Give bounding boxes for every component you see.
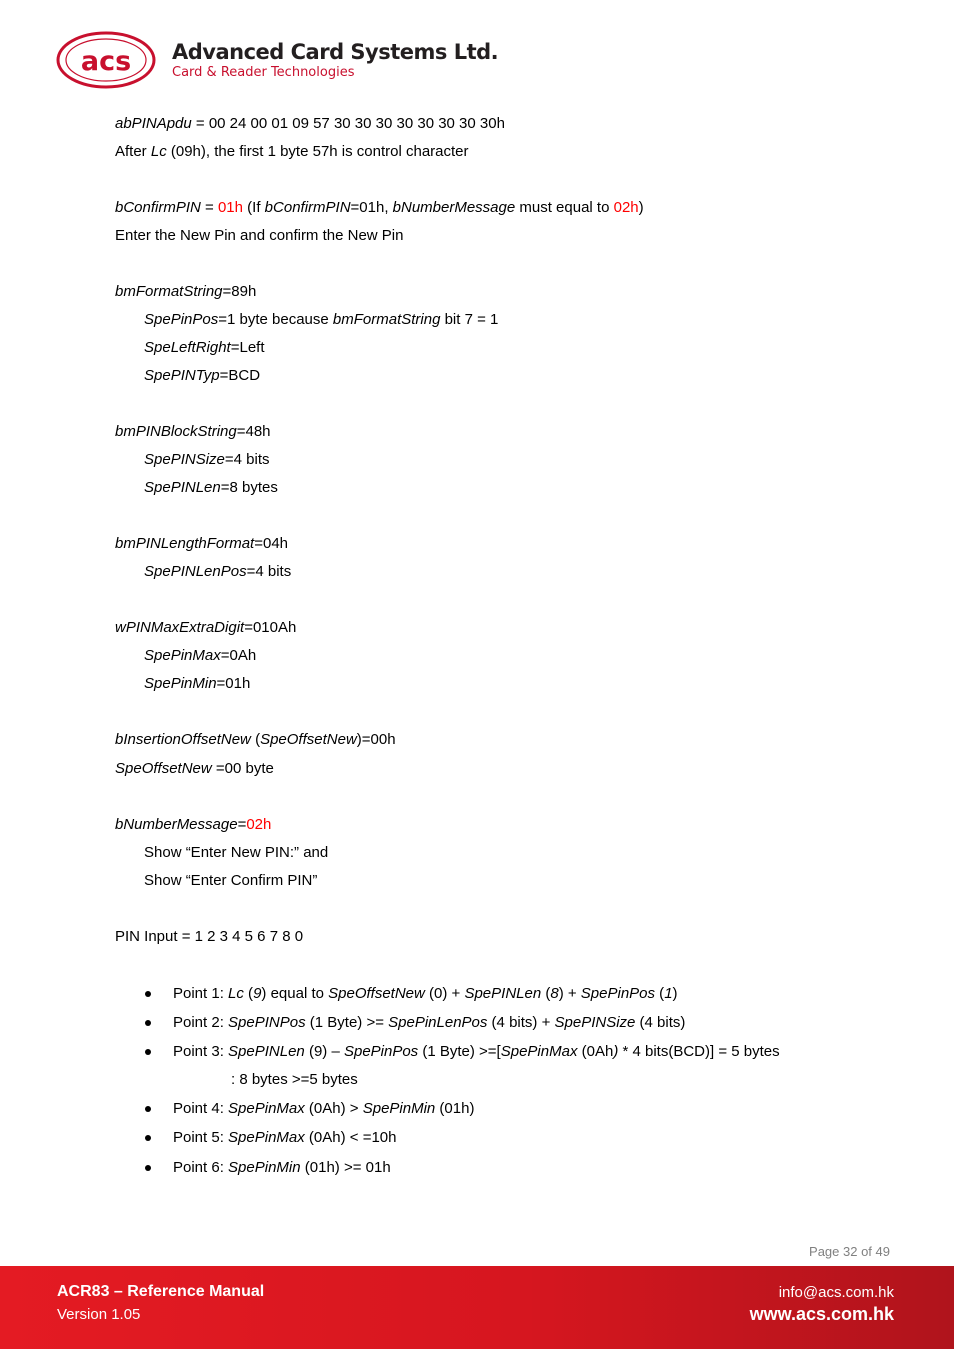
point-1: Point 1: Lc (9) equal to SpeOffsetNew (0) + SpePINLen (8) + SpePinPos (1): [173, 985, 678, 1002]
bullet-icon: [145, 1106, 151, 1112]
bullet-icon: [145, 1135, 151, 1141]
left-right-line: SpeLeftRight=Left: [144, 339, 265, 356]
logo-text: acs: [80, 46, 132, 77]
footer-title: ACR83 – Reference Manual: [57, 1283, 265, 1300]
footer-version: Version 1.05: [57, 1306, 141, 1323]
bullet-icon: [145, 1020, 151, 1026]
point-3-continuation: : 8 bytes >=5 bytes: [231, 1071, 358, 1088]
confirm-desc-line: Enter the New Pin and confirm the New Pin: [115, 227, 404, 244]
bullet-icon: [145, 1049, 151, 1055]
apdu-line: abPINApdu = 00 24 00 01 09 57 30 30 30 30 30 30 30 30h: [115, 115, 505, 132]
pin-len-line: SpePINLen=8 bytes: [144, 479, 278, 496]
format-string-line: bmFormatString=89h: [115, 283, 257, 300]
page-number: Page 32 of 49: [809, 1244, 890, 1259]
point-5: Point 5: SpePinMax (0Ah) < =10h: [173, 1129, 397, 1146]
point-3: Point 3: SpePINLen (9) – SpePinPos (1 Byte) >=[SpePinMax (0Ah) * 4 bits(BCD)] = 5 bytes: [173, 1043, 780, 1060]
lc-line: After Lc (09h), the first 1 byte 57h is control character: [115, 143, 469, 160]
footer-website[interactable]: www.acs.com.hk: [749, 1304, 894, 1324]
offset-new-line: SpeOffsetNew =00 byte: [115, 760, 274, 777]
footer-bar: [0, 1266, 954, 1349]
pin-type-line: SpePINTyp=BCD: [144, 367, 261, 384]
number-message-line: bNumberMessage=02h: [115, 816, 272, 833]
company-name: Advanced Card Systems Ltd.: [172, 40, 499, 64]
pin-min-line: SpePinMin=01h: [144, 675, 251, 692]
max-extra-digit-line: wPINMaxExtraDigit=010Ah: [115, 619, 297, 636]
footer-email[interactable]: info@acs.com.hk: [778, 1284, 894, 1301]
point-4: Point 4: SpePinMax (0Ah) > SpePinMin (01h): [173, 1100, 475, 1117]
company-logo: [56, 30, 499, 94]
pin-input-line: PIN Input = 1 2 3 4 5 6 7 8 0: [115, 928, 304, 945]
company-tagline: Card & Reader Technologies: [172, 65, 355, 80]
bullet-icon: [145, 1165, 151, 1171]
insertion-offset-line: bInsertionOffsetNew (SpeOffsetNew)=00h: [115, 731, 396, 748]
show-new-pin-line: Show “Enter New PIN:” and: [144, 844, 329, 861]
pin-len-pos-line: SpePINLenPos=4 bits: [144, 563, 292, 580]
point-2: Point 2: SpePINPos (1 Byte) >= SpePinLenPos (4 bits) + SpePINSize (4 bits): [173, 1014, 686, 1031]
confirm-pin-line: bConfirmPIN = 01h (If bConfirmPIN=01h, bNumberMessage must equal to 02h): [115, 199, 644, 216]
acs-logo-icon: [56, 30, 156, 90]
bullet-icon: [145, 991, 151, 997]
block-string-line: bmPINBlockString=48h: [115, 423, 271, 440]
length-format-line: bmPINLengthFormat=04h: [115, 535, 289, 552]
pin-pos-line: SpePinPos=1 byte because bmFormatString bit 7 = 1: [144, 311, 499, 328]
pin-size-line: SpePINSize=4 bits: [144, 451, 270, 468]
pin-max-line: SpePinMax=0Ah: [144, 647, 257, 664]
show-confirm-pin-line: Show “Enter Confirm PIN”: [144, 872, 318, 889]
point-6: Point 6: SpePinMin (01h) >= 01h: [173, 1159, 391, 1176]
